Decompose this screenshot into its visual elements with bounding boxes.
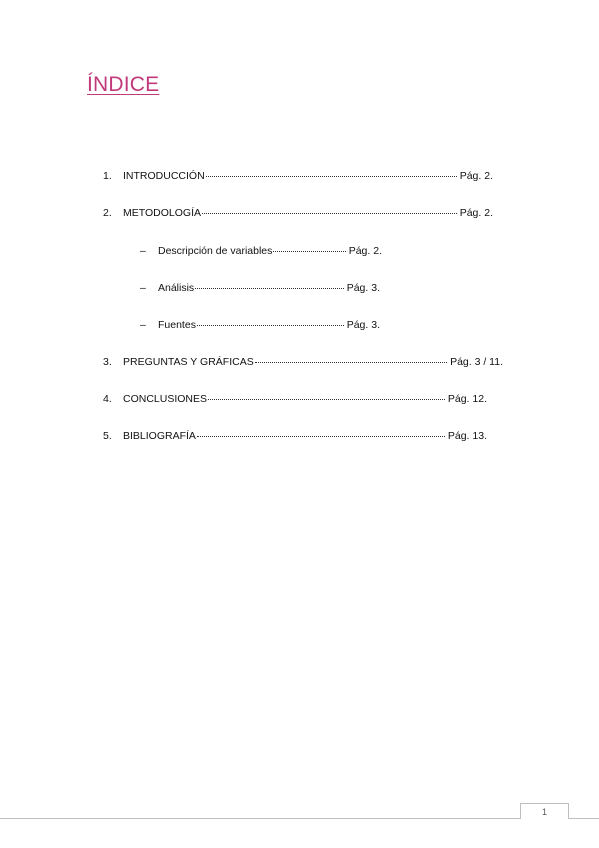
toc-entry-preguntas-graficas[interactable] — [103, 356, 503, 368]
toc-entry-fuentes[interactable] — [140, 319, 380, 331]
toc-label: METODOLOGÍA — [123, 207, 201, 219]
toc-bullet: – — [140, 282, 146, 294]
toc-entry-introduccion[interactable] — [103, 170, 493, 182]
footer-divider — [0, 818, 599, 819]
toc-page: Pág. 12. — [447, 393, 487, 405]
toc-entry-descripcion-variables[interactable] — [140, 245, 382, 257]
toc-number: 1. — [103, 170, 112, 182]
toc-page: Pág. 3. — [346, 282, 380, 294]
toc-entry-metodologia[interactable] — [103, 207, 493, 219]
toc-page: Pág. 3. — [346, 319, 380, 331]
toc-page: Pág. 2. — [459, 207, 493, 219]
toc-label: Descripción de variables — [158, 245, 273, 257]
toc-entry-bibliografia[interactable] — [103, 430, 487, 442]
toc-number: 3. — [103, 356, 112, 368]
toc-page: Pág. 2. — [459, 170, 493, 182]
toc-label: BIBLIOGRAFÍA — [123, 430, 196, 442]
dot-leader — [195, 288, 344, 289]
toc-label: INTRODUCCIÓN — [123, 170, 205, 182]
dot-leader — [202, 213, 457, 214]
toc-bullet: – — [140, 245, 146, 257]
dot-leader — [255, 362, 447, 363]
toc-number: 4. — [103, 393, 112, 405]
dot-leader — [206, 176, 457, 177]
toc-label: Análisis — [158, 282, 195, 294]
toc-number: 2. — [103, 207, 112, 219]
toc-page: Pág. 3 / 11. — [450, 356, 503, 368]
toc-label: CONCLUSIONES — [123, 393, 208, 405]
toc-entry-conclusiones[interactable] — [103, 393, 487, 405]
toc-page: Pág. 13. — [447, 430, 487, 442]
page-number-tab — [520, 803, 569, 819]
page-number: 1 — [541, 807, 547, 817]
dot-leader — [197, 325, 344, 326]
toc-label: Fuentes — [158, 319, 196, 331]
dot-leader — [197, 436, 445, 437]
dot-leader — [273, 251, 345, 252]
toc-page: Pág. 2. — [348, 245, 382, 257]
page-title: ÍNDICE — [87, 73, 160, 96]
toc-number: 5. — [103, 430, 112, 442]
toc-label: PREGUNTAS Y GRÁFICAS — [123, 356, 254, 368]
dot-leader — [208, 399, 445, 400]
toc-entry-analisis[interactable] — [140, 282, 380, 294]
toc-bullet: – — [140, 319, 146, 331]
